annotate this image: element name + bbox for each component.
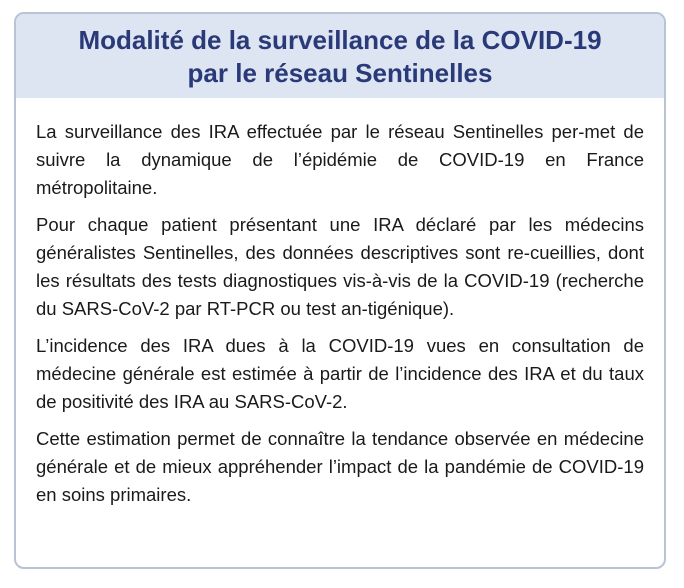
box-header xyxy=(16,14,664,98)
paragraph-sentinel-network: La surveillance des IRA effectuée par le réseau Sentinelles per-met de suivre la dynamique de l’épidémie de COVID-19 en France métropolitaine. xyxy=(36,121,644,198)
info-box xyxy=(14,12,666,569)
box-title-line-2: par le réseau Sentinelles xyxy=(187,58,493,88)
box-title-line-1: Modalité de la surveillance de la COVID-19 xyxy=(78,25,602,55)
paragraph-data-collection: Pour chaque patient présentant une IRA déclaré par les médecins généralistes Sentinelles, des données descriptives sont re-cueillies, dont les résultats des tests diagnostiques vis-à-vis de la COVID-19 (recherche du SARS-CoV-2 par RT-PCR ou test an-tigénique). xyxy=(36,214,644,319)
paragraph-incidence-estimate: L’incidence des IRA dues à la COVID-19 vues en consultation de médecine générale est estimée à partir de l’incidence des IRA et du taux de positivité des IRA au SARS-CoV-2. xyxy=(36,335,644,412)
box-body xyxy=(16,98,664,509)
paragraph-trend-impact: Cette estimation permet de connaître la tendance observée en médecine générale et de mieux appréhender l’impact de la pandémie de COVID-19 en soins primaires. xyxy=(36,428,644,505)
